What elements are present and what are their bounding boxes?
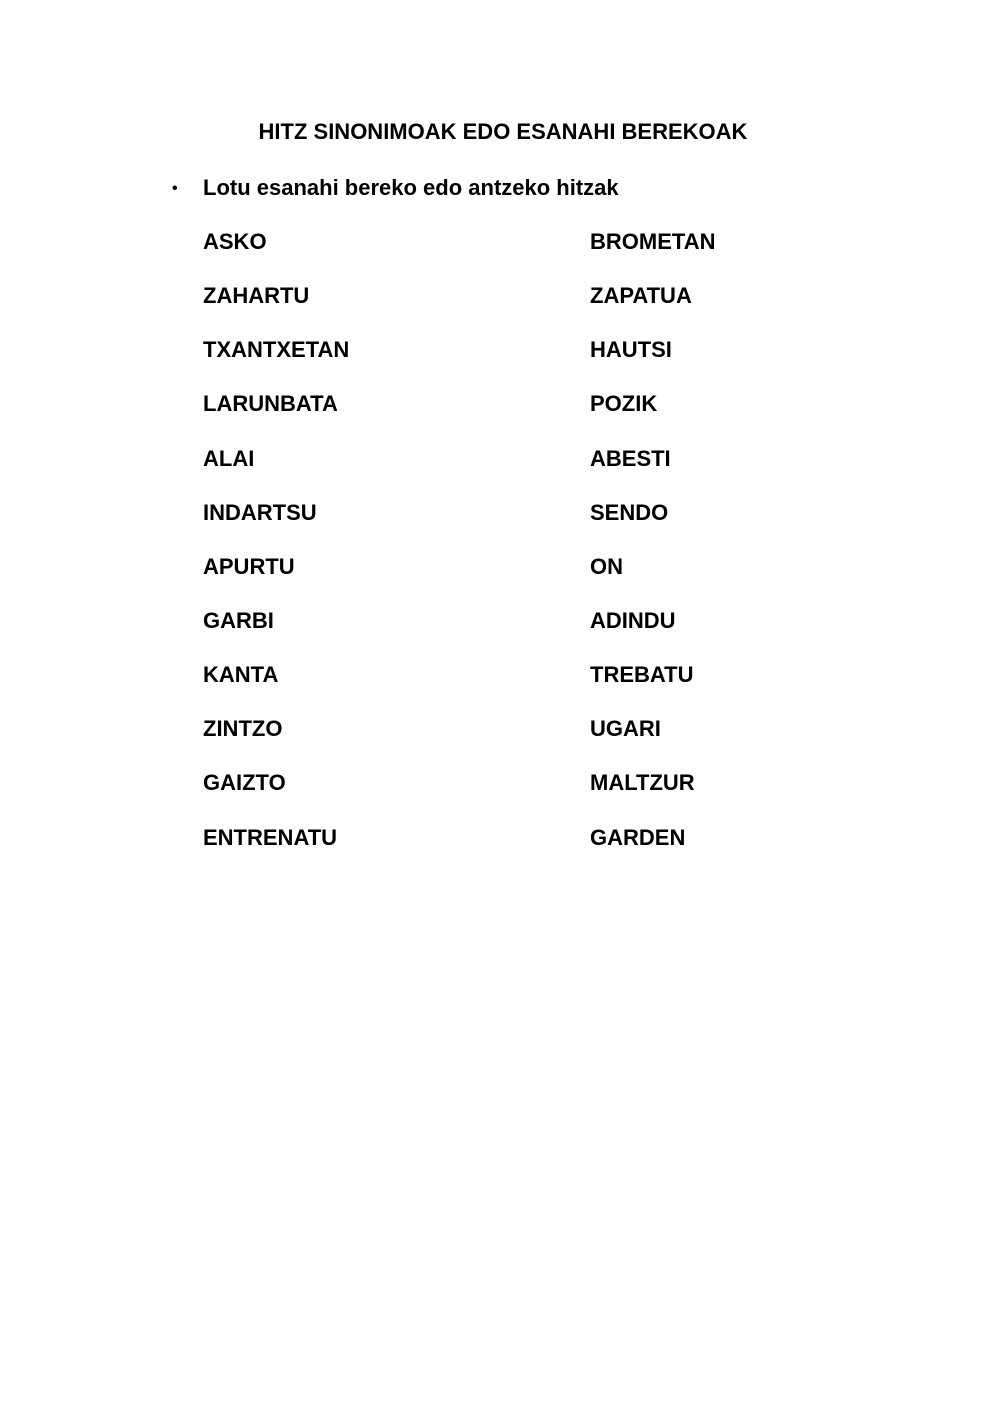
- word-right-6[interactable]: SENDO: [590, 500, 669, 525]
- word-right-11[interactable]: MALTZUR: [590, 770, 695, 795]
- word-right-3[interactable]: HAUTSI: [590, 337, 672, 362]
- word-right-4[interactable]: POZIK: [590, 391, 658, 416]
- instruction-item: [172, 174, 619, 203]
- word-right-9[interactable]: TREBATU: [590, 662, 694, 687]
- word-left-3[interactable]: TXANTXETAN: [203, 337, 350, 362]
- word-right-10[interactable]: UGARI: [590, 716, 661, 741]
- word-left-5[interactable]: ALAI: [203, 446, 255, 471]
- word-left-6[interactable]: INDARTSU: [203, 500, 317, 525]
- word-left-8[interactable]: GARBI: [203, 608, 274, 633]
- word-right-2[interactable]: ZAPATUA: [590, 283, 692, 308]
- word-right-5[interactable]: ABESTI: [590, 446, 671, 471]
- word-left-12[interactable]: ENTRENATU: [203, 825, 338, 850]
- word-right-1[interactable]: BROMETAN: [590, 229, 716, 254]
- word-left-10[interactable]: ZINTZO: [203, 716, 283, 741]
- instruction-text: Lotu esanahi bereko edo antzeko hitzak: [203, 175, 619, 200]
- word-left-2[interactable]: ZAHARTU: [203, 283, 310, 308]
- word-left-9[interactable]: KANTA: [203, 662, 279, 687]
- word-left-4[interactable]: LARUNBATA: [203, 391, 338, 416]
- word-right-8[interactable]: ADINDU: [590, 608, 676, 633]
- word-right-12[interactable]: GARDEN: [590, 825, 686, 850]
- word-right-7[interactable]: ON: [590, 554, 623, 579]
- word-left-11[interactable]: GAIZTO: [203, 770, 286, 795]
- page-title: HITZ SINONIMOAK EDO ESANAHI BEREKOAK: [258, 119, 748, 144]
- word-left-1[interactable]: ASKO: [203, 229, 267, 254]
- word-left-7[interactable]: APURTU: [203, 554, 295, 579]
- bullet-icon: •: [172, 180, 178, 197]
